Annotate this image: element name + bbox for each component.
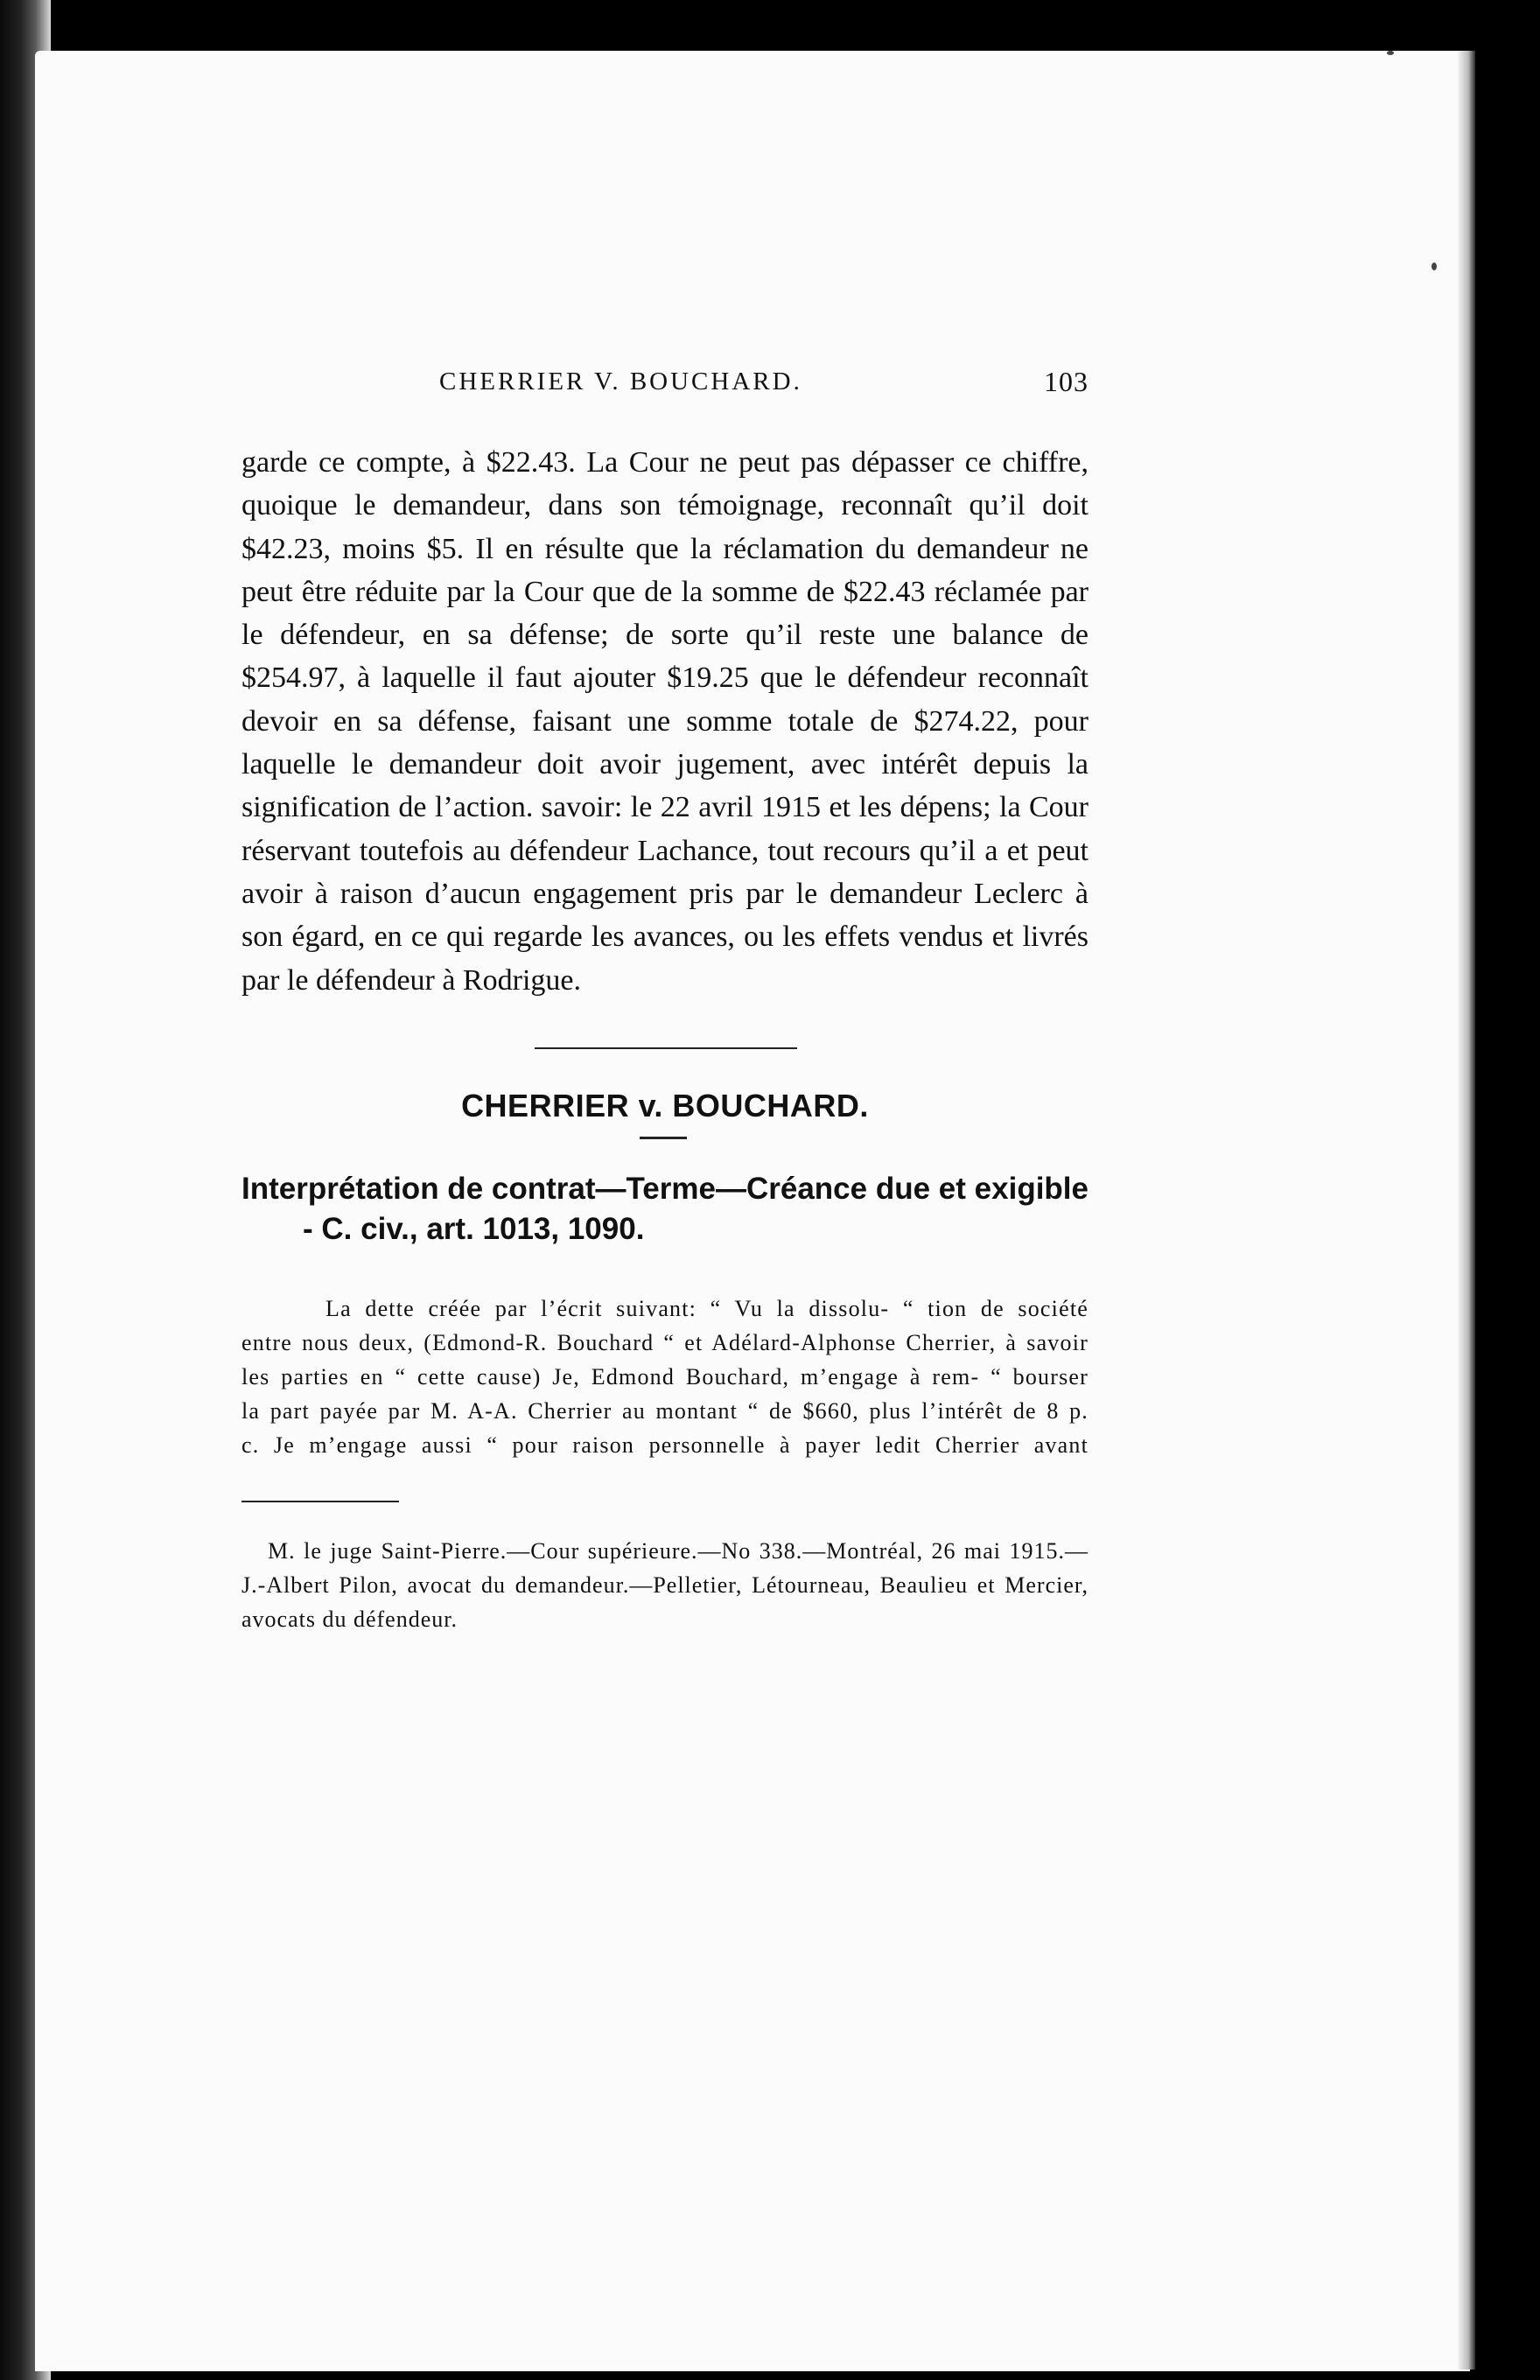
scan-speck <box>1432 262 1437 270</box>
footnote-divider <box>242 1501 399 1502</box>
title-dash <box>640 1137 687 1139</box>
case-title: CHERRIER v. BOUCHARD. <box>461 1087 869 1124</box>
running-head-title: CHERRIER V. BOUCHARD. <box>439 368 802 396</box>
footnote: M. le juge Saint-Pierre.—Cour supérieure.—No 338.—Montréal, 26 mai 1915.—J.-Albert Pilon, avocat du demandeur.—Pelletier, Létourneau, Beaulieu et Mercier, avocats du défendeur. <box>242 1537 1088 1632</box>
page-edge-shadow <box>1458 51 1475 2370</box>
running-head <box>242 359 1088 406</box>
judgment-paragraph: garde ce compte, à $22.43. La Cour ne peut pas dépasser ce chiffre, quoique le demandeur, dans son témoignage, reconnaît qu’il doit $42.23, moins $5. Il en résulte que la réclamation du demandeur ne peut être réduite par la Cour que de la somme de $22.43 réclamée par le défendeur, en sa défense; de sorte qu’il reste une balance de $254.97, à laquelle il faut ajouter $19.25 que le défendeur reconnaît devoir en sa défense, faisant une somme totale de $274.22, pour laquelle le demandeur doit avoir jugement, avec intérêt depuis la signification de l’action. savoir: le 22 avril 1915 et les dépens; la Cour réservant toutefois au défendeur Lachance, tout recours qu’il a et peut avoir à raison d’aucun engagement pris par le demandeur Leclerc à son égard, en ce qui regarde les avances, ou les effets vendus et livrés par le défendeur à Rodrigue. <box>242 446 1088 997</box>
case-headnote: Interprétation de contrat—Terme—Créance due et exigible - C. civ., art. 1013, 1090. <box>242 1171 1088 1246</box>
case-summary-paragraph: La dette créée par l’écrit suivant: “ Vu la dissolu- “ tion de société entre nous deux, (Edmond-R. Bouchard “ et Adélard-Alphonse Cherrier, à savoir les parties en “ cette cause) Je, Edmond Bouchard, m’engage à rem- “ bourser la part payée par M. A-A. Cherrier au montant “ de $660, plus l’intérêt de 8 p. c. Je m’engage aussi “ pour raison personnelle à payer ledit Cherrier avant <box>242 1295 1088 1458</box>
section-divider <box>535 1047 797 1049</box>
page-number: 103 <box>1044 366 1088 397</box>
page-content <box>242 359 1088 1636</box>
scan-speck <box>1387 51 1394 55</box>
